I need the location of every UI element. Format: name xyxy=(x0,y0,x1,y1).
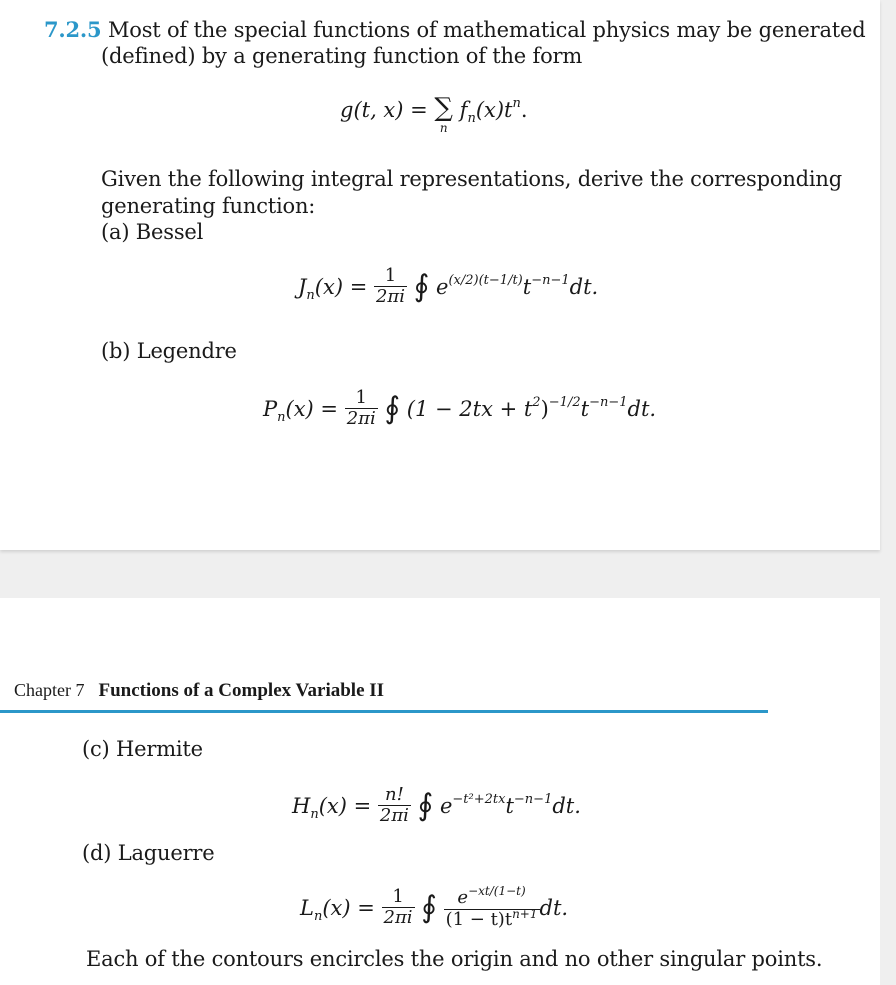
equation-generating-function: g(t, x) = ∑ n $f_n(x)t^n$. xyxy=(340,93,528,135)
intro-line-2: (defined) by a generating function of the form xyxy=(101,44,583,68)
chapter-rule xyxy=(0,710,768,713)
intro-line-1 xyxy=(44,17,865,43)
equation-laguerre: $L_n(x)$ = $\frac{1}{2\pi i}$ ∮ $\frac{e^{-xt/(1-t)}}{(1 - t)t^{n+1}}$ dt. xyxy=(300,884,569,930)
equation-legendre: $P_n(x)$ = $\frac{1}{2\pi i}$ ∮ $(1 - 2tx + t^2)^{-1/2}t^{-n-1}dt$. xyxy=(263,387,657,429)
part-a-label: (a) Bessel xyxy=(101,220,204,244)
closing-text: Each of the contours encircles the origin and no other singular points. xyxy=(86,947,823,971)
equation-bessel: $J_n(x)$ = $\frac{1}{2\pi i}$ ∮ $e^{(x/2)(t-1/t)}t^{-n-1}dt$. xyxy=(298,265,599,307)
contour-integral-icon: ∮ xyxy=(413,269,430,304)
given-line-1: Given the following integral representations, derive the corresponding xyxy=(101,167,842,191)
problem-number: 7.2.5 xyxy=(44,17,102,42)
chapter-header xyxy=(14,680,384,702)
given-line-2: generating function: xyxy=(101,194,316,218)
intro-text-1: Most of the special functions of mathematical physics may be generated xyxy=(107,18,866,42)
part-c-label: (c) Hermite xyxy=(82,737,203,761)
contour-integral-icon: ∮ xyxy=(421,890,437,925)
part-b-label: (b) Legendre xyxy=(101,339,237,363)
contour-integral-icon: ∮ xyxy=(417,788,434,823)
part-d-label: (d) Laguerre xyxy=(82,841,215,865)
contour-integral-icon: ∮ xyxy=(384,391,401,426)
equation-hermite: $H_n(x)$ = $\frac{n!}{2\pi i}$ ∮ $e^{-t^2+2tx}t^{-n-1}dt$. xyxy=(292,784,581,826)
chapter-label: Chapter 7 xyxy=(14,680,85,700)
chapter-title: Functions of a Complex Variable II xyxy=(98,680,385,701)
